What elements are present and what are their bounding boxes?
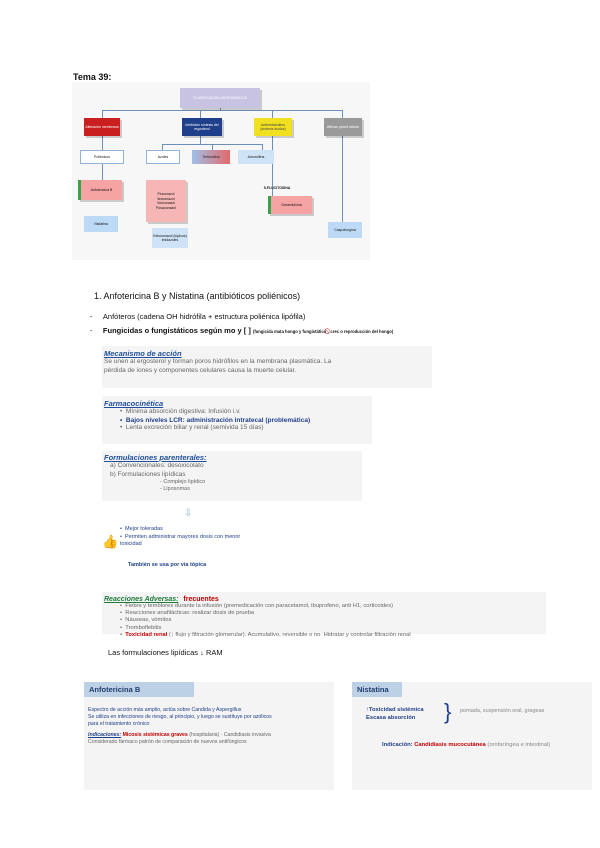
diagram-l1-antimetabolites: Antimetabolitos (síntesis ácidos)	[254, 118, 292, 136]
amphotericin-card-title: Anfotericina B	[84, 682, 194, 697]
adverse-title-row: Reacciones Adversas: frecuentes	[104, 596, 219, 603]
diagram-l2-terbinafine: Terbinafina	[192, 150, 230, 164]
formulation-b2: - Liposomas	[160, 485, 190, 492]
nystatin-forms: pomada, suspensión oral, grageas	[460, 708, 545, 714]
amphotericin-line-2: Se utiliza en infecciones de riesgo, al principio, y luego se sustituye por azólicos	[88, 714, 272, 720]
classification-diagram	[72, 82, 370, 260]
formulation-b1: - Complejo lipídico	[160, 479, 206, 485]
triazole-2: Itraconazol	[157, 196, 175, 201]
diagram-imidazoles: Ketoconazol (tópicos) imidazoles	[152, 228, 188, 248]
lipid-ram-note: Las formulaciones lipídicas ↓ RAM	[108, 648, 223, 657]
advantage-2: • Permiten administrar mayores dosis con menor toxicidad	[120, 534, 241, 547]
adverse-item-2: • Reacciones anafilácticas: realizar dosis de prueba	[120, 610, 255, 617]
bullet-amphoteric: - Anfóteros (cadena OH hidrófila + estructura poliénica lipófila)	[90, 312, 306, 321]
nystatin-absorption: Escasa absorción	[366, 715, 416, 721]
formulations-block	[102, 451, 362, 501]
amphotericin-line-5: Considerado fármaco patrón de comparación de nuevos antifúngicos	[88, 739, 247, 745]
brace-icon: }	[444, 699, 452, 724]
diagram-caspofungin: Caspofungina	[328, 222, 362, 238]
adverse-item-1: • Fiebre y temblores durante la infusión (premedicación con paracetamol, ibuprofeno, anti H1, corticoides)	[120, 603, 394, 609]
topical-note: También se usa por vía tópica	[128, 562, 207, 568]
pk-item-3: • Lenta excreción biliar y renal (semivida 15 días)	[120, 423, 264, 431]
nystatin-toxicity: ↑Toxicidad sistémica	[366, 707, 424, 713]
adverse-item-3: • Náuseas, vómitos	[120, 617, 172, 624]
adverse-item-renal: • Toxicidad renal (↓ flujo y filtración glomerular). Acumulativo, reversible o no. Hidratar y controlar filtración renal	[120, 631, 411, 638]
amphotericin-line-1: Espectro de acción más amplio, actúa sobre Candida y Aspergillus	[88, 707, 242, 713]
advantage-1: • Mejor toleradas	[120, 526, 163, 532]
diagram-l2-polyenes: Poliénicos	[80, 150, 124, 164]
triazole-1: Fluconazol	[157, 192, 175, 196]
mechanism-text-2: pérdida de iones y componentes celulares causa la muerte celular.	[104, 366, 297, 374]
amphotericin-card	[84, 682, 334, 790]
thumbs-up-icon: 👍	[102, 534, 119, 549]
section-title: 1. Anfotericina B y Nistatina (antibióticos poliénicos)	[94, 291, 301, 301]
bullet-fungicide: - Fungicidas o fungistáticos según mo y [ ] (fungicida mata hongo y fungistático crec o reproducción del hongo)	[90, 326, 394, 335]
pharmacokinetics-block	[102, 396, 372, 444]
triazole-3: Voriconazol	[156, 201, 176, 205]
mechanism-title: Mecanismo de acción	[104, 349, 182, 358]
adverse-item-4: • Tromboflebitis	[120, 624, 162, 631]
amphotericin-indication: Indicaciones: Micosis sistémicas graves (hospitalaria) · Candidiasis invasiva	[88, 732, 271, 738]
diagram-l1-ergosterol: Inhibición síntesis del ergosterol	[182, 118, 222, 136]
adverse-reactions-block	[102, 592, 546, 638]
mechanism-text-1: Se unen al ergosterol y forman poros hidrófilos en la membrana plasmática. La	[104, 358, 332, 365]
diagram-flucytosine-label: 5-FLUCITOSINA	[263, 185, 291, 190]
triazole-4: Posaconazol	[155, 205, 177, 210]
pk-item-2: • Bajos niveles LCR: administración intratecal (problemática)	[120, 416, 311, 424]
nystatin-card-title: Nistatina	[352, 682, 402, 697]
formulation-b: b) Formulaciones lipídicas	[110, 470, 186, 478]
arrow-down-icon: ⇩	[184, 508, 193, 519]
amphotericin-line-3: para el tratamiento crónico	[88, 721, 150, 727]
formulation-a: a) Convencionales: desoxicolato	[110, 462, 204, 469]
diagram-nystatin: Nistatina	[84, 216, 118, 232]
nystatin-indication: Indicación: Candidiasis mucocutánea (orofaríngea e intestinal)	[382, 742, 551, 748]
page-heading: Tema 39:	[73, 72, 112, 82]
formulations-title: Formulaciones parenterales:	[104, 453, 207, 462]
diagram-root: CLASIFICACIÓN ANTIFÚNGICOS	[180, 88, 260, 108]
diagram-griseofulvin: Griseofulvina	[268, 196, 312, 214]
nystatin-card	[352, 682, 592, 790]
diagram-triazoles	[146, 180, 186, 222]
diagram-l1-wall: Alteran pared celular	[324, 118, 362, 136]
pharmacokinetics-title: Farmacocinética	[104, 399, 164, 408]
diagram-amphotericin: Anfotericina B	[78, 180, 122, 200]
pk-item-1: • Mínima absorción digestiva: Infusión i.v.	[120, 408, 241, 415]
advantages-block	[102, 522, 262, 572]
mechanism-block	[102, 346, 432, 388]
diagram-l1-membrane: Alteración membrana	[84, 118, 120, 136]
diagram-l2-azoles: Azoles	[146, 150, 180, 164]
diagram-l2-amorolfine: Amorolfina	[238, 150, 274, 164]
